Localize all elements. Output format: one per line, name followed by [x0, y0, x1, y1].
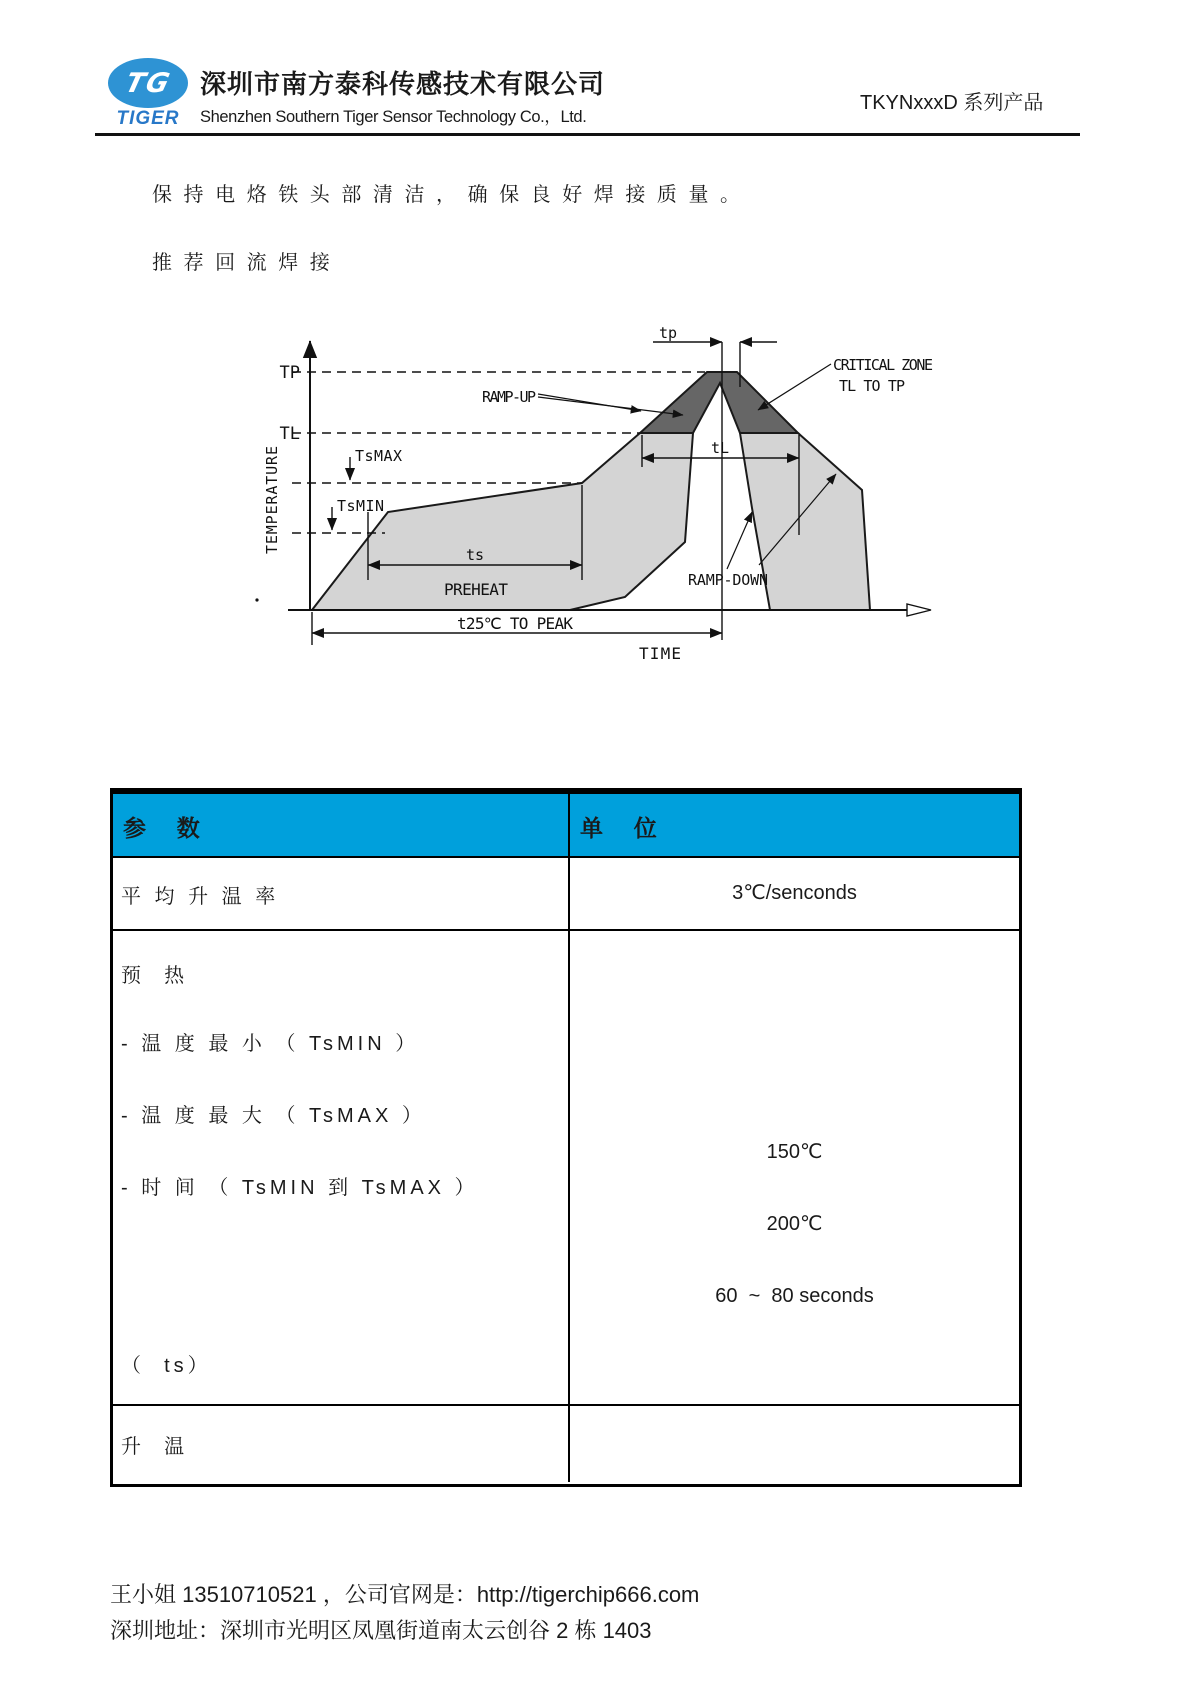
preheat-unit-cell [570, 931, 1019, 1404]
axis-dot [255, 598, 258, 601]
company-name-cn: 深圳市南方泰科传感技术有限公司 [200, 69, 606, 99]
tsmin-label: TsMIN [337, 497, 384, 515]
parameter-table [110, 788, 1022, 1487]
ramp-up-row-label: 升 温 [121, 1436, 189, 1458]
contact-line: 王小姐 13510710521 ，公司官网是：http://tigerchip666.com [110, 1582, 700, 1607]
ramp-rate-label: 平 均 升 温 率 [121, 886, 280, 908]
company-name-en: Shenzhen Southern Tiger Sensor Technology Co.，Ltd. [200, 107, 587, 126]
table-row-preheat [113, 931, 1019, 1406]
x-axis-arrow [907, 604, 931, 616]
y-axis-label: TEMPERATURE [263, 446, 281, 554]
x-axis-label: TIME [639, 644, 681, 663]
ramp-rate-value: 3℃/senconds [732, 882, 857, 904]
critical-zone-label-2: TL TO TP [839, 377, 905, 395]
preheat-title: 预 热 [121, 965, 189, 987]
reflow-profile-diagram [235, 295, 935, 675]
critical-zone-arrow [758, 364, 831, 410]
col1-header: 参 数 [123, 815, 206, 841]
logo-monogram: TG [121, 67, 175, 99]
ramp-up-param-cell [113, 1406, 570, 1482]
tl-dim-label: tL [710, 439, 730, 457]
company-logo-icon [108, 58, 188, 108]
tl-level-label: TL [279, 424, 300, 444]
address-line: 深圳地址：深圳市光明区凤凰街道南太云创谷 2 栋 1403 [110, 1618, 652, 1643]
soldering-note: 保 持 电 烙 铁 头 部 清 洁 ， 确 保 良 好 焊 接 质 量 。 [152, 184, 744, 206]
preheat-tsmax-value: 200℃ [766, 1213, 823, 1235]
preheat-param-cell [113, 931, 570, 1404]
ramp-up-label: RAMP-UP [482, 388, 536, 406]
ramp-rate-param-cell [113, 858, 570, 929]
preheat-tsmax-label: - 温 度 最 大 （ TsMAX ） [121, 1105, 426, 1127]
header-cell-parameter [113, 794, 570, 856]
preheat-ts-label: （ ts） [121, 1355, 212, 1377]
product-series-label: TKYNxxxD 系列产品 [860, 92, 1044, 114]
preheat-time-label: - 时 间 （ TsMIN 到 TsMAX ） [121, 1177, 479, 1199]
ts-label: ts [465, 546, 485, 564]
preheat-time-value: 60 ~ 80 seconds [715, 1285, 874, 1307]
header-cell-unit [570, 794, 1019, 856]
ramp-up-arrow-2 [538, 397, 683, 415]
table-row-ramp-up [113, 1406, 1019, 1482]
ramp-up-unit-cell [570, 1406, 1019, 1482]
preheat-label: PREHEAT [444, 580, 508, 599]
preheat-tsmin-value: 150℃ [766, 1141, 823, 1163]
critical-zone-label-1: CRITICAL ZONE [833, 356, 933, 374]
header-divider [95, 133, 1080, 136]
table-row-ramp-rate [113, 858, 1019, 931]
tsmax-label: TsMAX [355, 447, 402, 465]
tp-dim-label: tp [658, 324, 678, 342]
ramp-rate-unit-cell [570, 858, 1019, 929]
t25-label: t25℃ TO PEAK [457, 614, 573, 633]
ramp-down-label: RAMP-DOWN [688, 571, 768, 589]
reflow-subtitle: 推 荐 回 流 焊 接 [152, 252, 333, 274]
ramp-down-arrow-1 [727, 512, 752, 569]
tp-level-label: TP [279, 363, 300, 383]
critical-zone-fill [640, 372, 798, 433]
preheat-tsmin-label: - 温 度 最 小 （ TsMIN ） [121, 1033, 420, 1055]
col2-header: 单 位 [580, 815, 663, 841]
table-header-row [113, 794, 1019, 858]
logo-brand-text: TIGER [116, 108, 180, 129]
